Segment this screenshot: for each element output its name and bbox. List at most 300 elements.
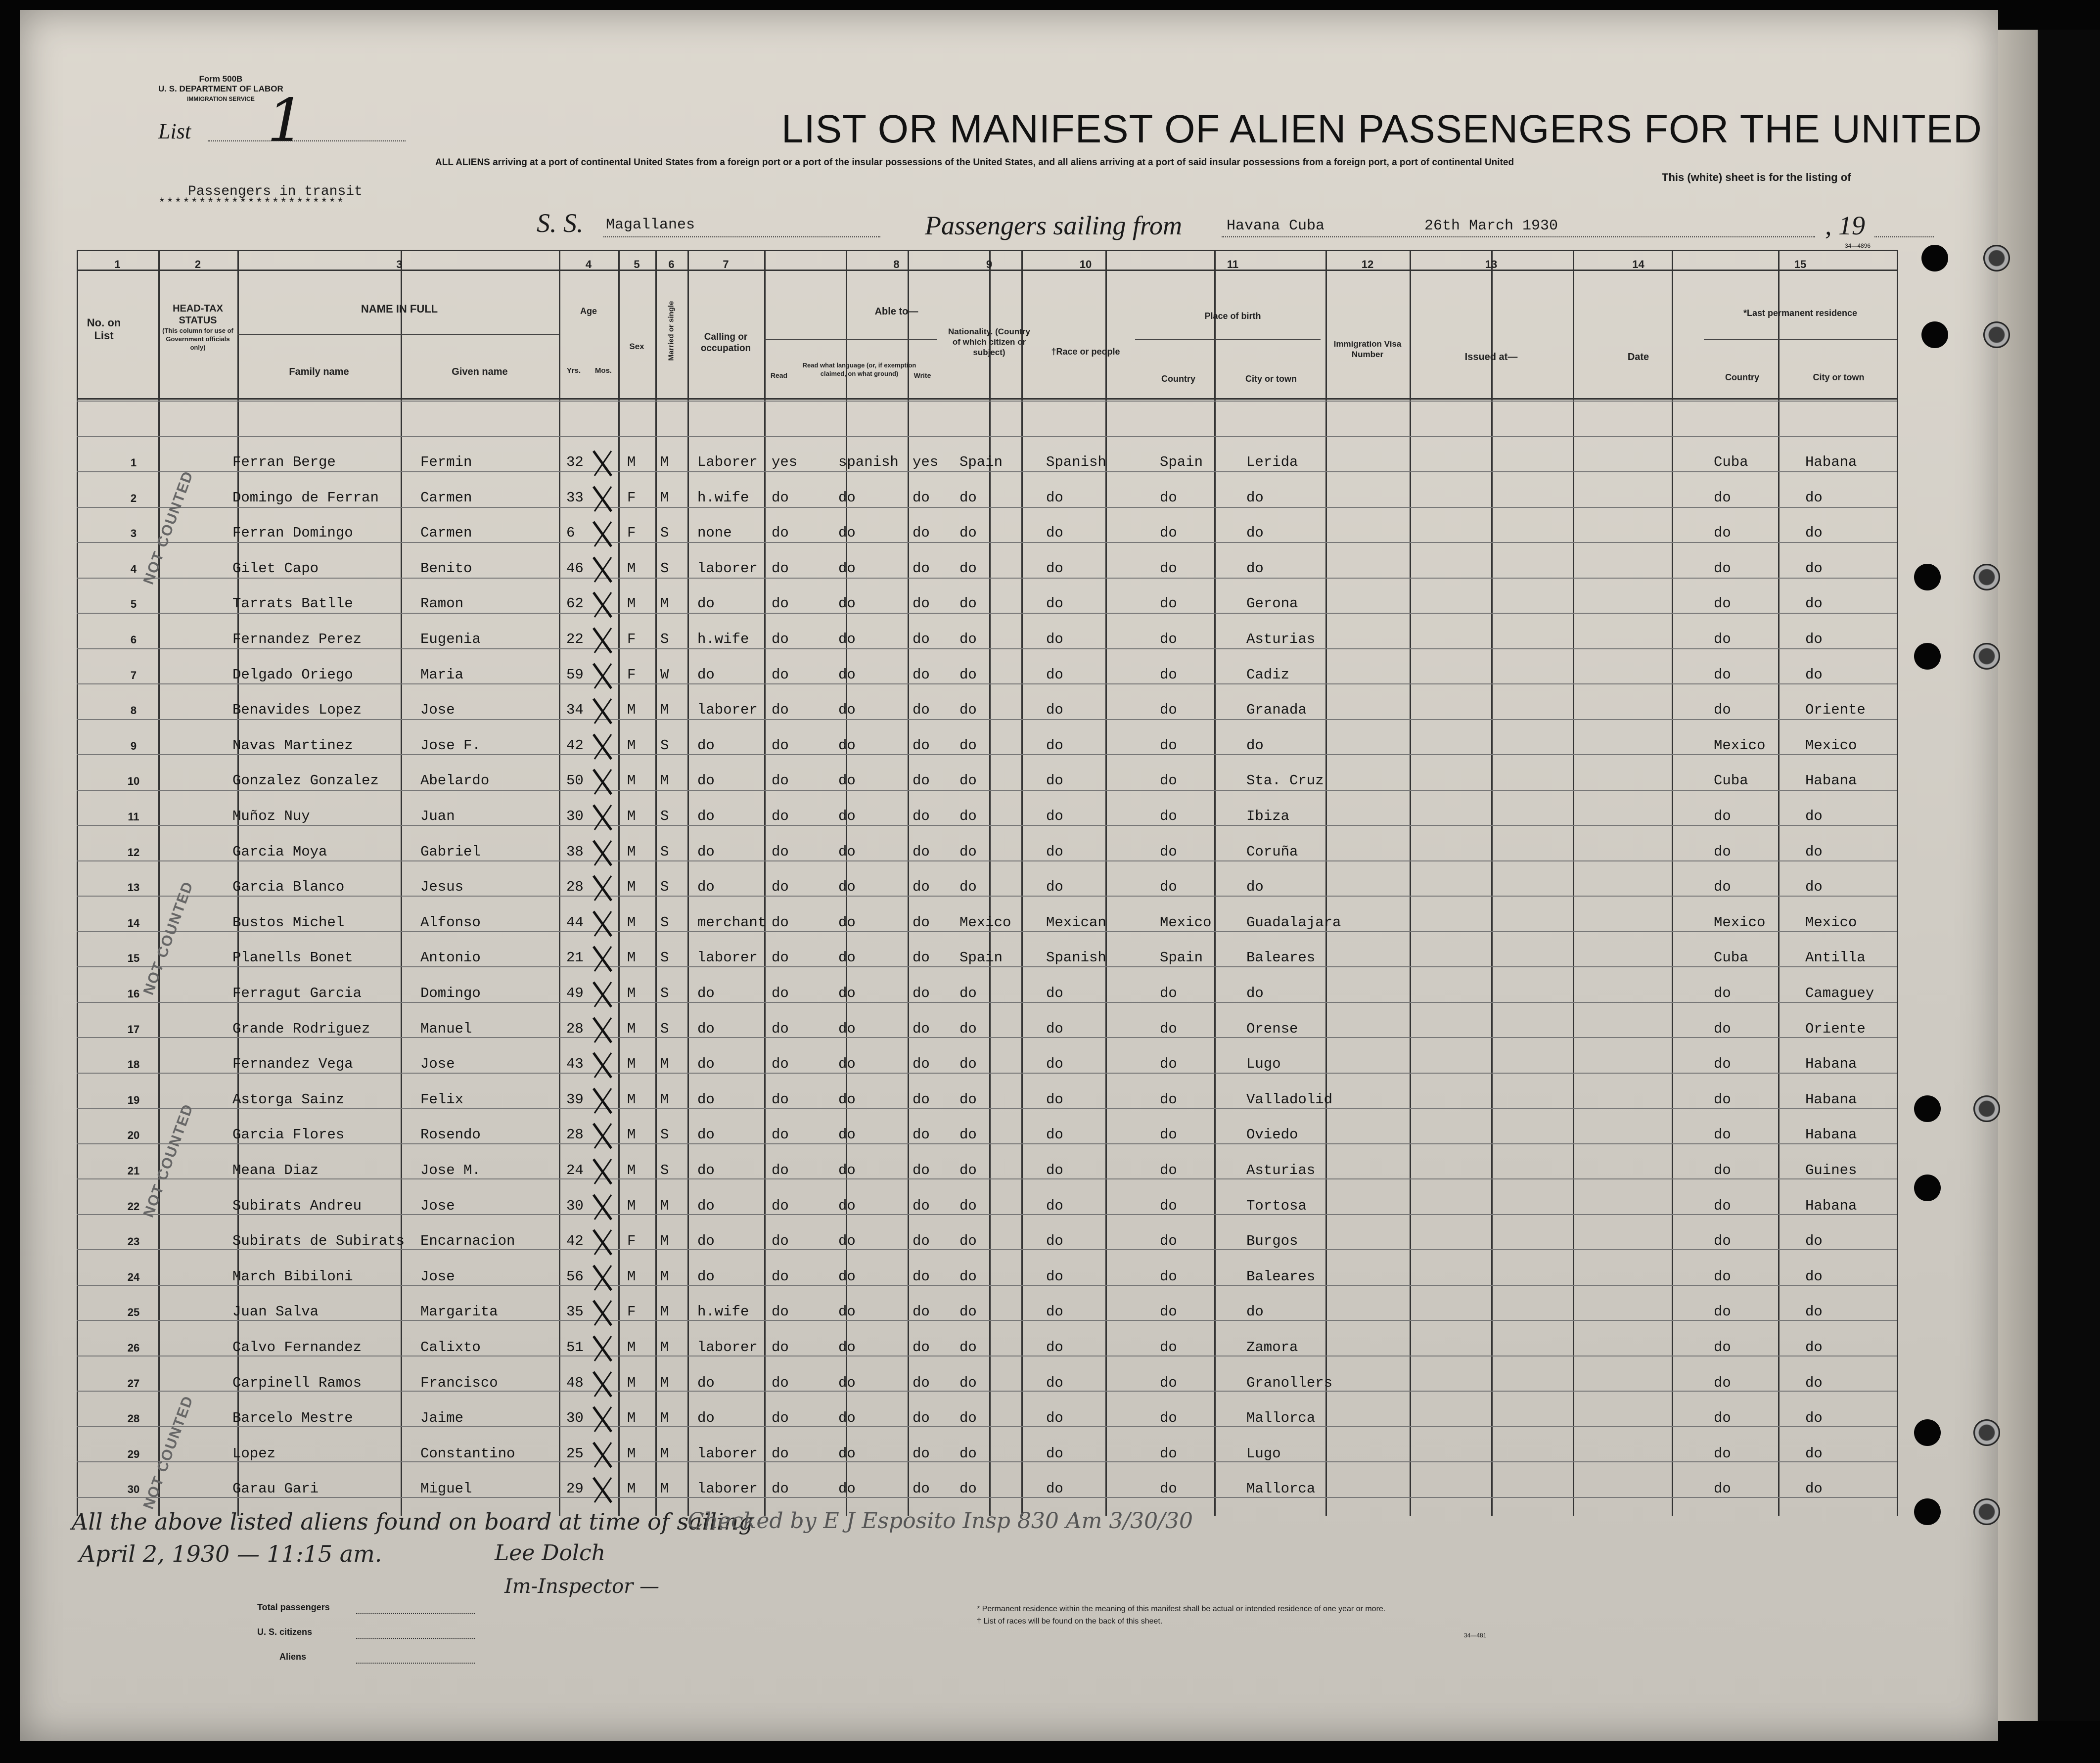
months-cross-mark [592, 1157, 613, 1186]
birth-city: Oviedo [1246, 1127, 1298, 1143]
occupation: none [697, 525, 732, 542]
language: do [838, 666, 856, 683]
language: do [838, 1056, 856, 1073]
ship-dotline [603, 236, 880, 237]
write: do [913, 595, 930, 612]
not-counted-stamp: NOT COUNTED [140, 468, 197, 587]
row-number: 16 [127, 988, 140, 1000]
months-cross-mark [592, 555, 613, 584]
row-number: 27 [127, 1377, 140, 1390]
read: do [772, 772, 789, 789]
birth-city: Coruña [1246, 843, 1298, 860]
race: do [1046, 666, 1063, 683]
given-name: Jose M. [420, 1162, 481, 1178]
read: do [772, 1162, 789, 1178]
birth-country: do [1160, 666, 1177, 683]
sex: M [627, 1056, 636, 1073]
write: do [913, 1374, 930, 1391]
not-counted-stamp: NOT COUNTED [140, 1393, 197, 1512]
residence-country: do [1714, 808, 1731, 824]
given-name: Jose F. [420, 737, 481, 754]
sex: M [627, 949, 636, 966]
department-name: U. S. DEPARTMENT OF LABOR [158, 84, 283, 93]
birth-country: do [1160, 772, 1177, 789]
birth-country: do [1160, 1233, 1177, 1250]
given-name: Jose [420, 1197, 455, 1214]
birth-country: do [1160, 1445, 1177, 1462]
row-number: 23 [127, 1235, 140, 1248]
residence-country: do [1714, 489, 1731, 506]
read: do [772, 843, 789, 860]
months-cross-mark [592, 839, 613, 867]
read: do [772, 702, 789, 719]
row-number: 8 [130, 704, 137, 717]
occupation: do [697, 1374, 715, 1391]
read: do [772, 949, 789, 966]
sex: M [627, 985, 636, 1001]
birth-country: do [1160, 631, 1177, 647]
row-number: 13 [127, 881, 140, 894]
language: do [838, 1481, 856, 1497]
read: do [772, 1410, 789, 1427]
residence-country: do [1714, 985, 1731, 1001]
residence-country: do [1714, 1445, 1731, 1462]
family-name: Carpinell Ramos [232, 1374, 362, 1391]
residence-city: Habana [1805, 772, 1857, 789]
months-cross-mark [592, 1334, 613, 1363]
given-name: Carmen [420, 525, 472, 542]
sailing-label: Passengers sailing from [925, 211, 1183, 240]
age-years: 50 [566, 772, 584, 789]
family-name: Gilet Capo [232, 560, 319, 577]
language: do [838, 1091, 856, 1108]
family-name: Muñoz Nuy [232, 808, 310, 824]
months-cross-mark [592, 803, 613, 832]
given-name: Encarnacion [420, 1233, 515, 1250]
residence-city: do [1805, 1374, 1823, 1391]
not-counted-stamp: NOT COUNTED [140, 879, 197, 997]
binder-hole [1973, 1419, 2000, 1446]
read: do [772, 1056, 789, 1073]
residence-country: do [1714, 1268, 1731, 1285]
sex: M [627, 702, 636, 719]
nationality: do [959, 1410, 977, 1427]
read: do [772, 1127, 789, 1143]
birth-city: Gerona [1246, 595, 1298, 612]
language: do [838, 772, 856, 789]
language: do [838, 702, 856, 719]
birth-city: do [1246, 560, 1264, 577]
occupation: laborer [697, 560, 758, 577]
given-name: Domingo [420, 985, 481, 1001]
months-cross-mark [592, 1086, 613, 1115]
nationality: Mexico [959, 914, 1011, 931]
read: do [772, 1091, 789, 1108]
column-number: 5 [634, 258, 640, 271]
occupation: laborer [697, 1481, 758, 1497]
family-name: Garcia Moya [232, 843, 327, 860]
write: do [913, 1268, 930, 1285]
read: do [772, 666, 789, 683]
sex: F [627, 1304, 636, 1320]
read: do [772, 1445, 789, 1462]
citizens-dotline [356, 1638, 475, 1639]
page-title: LIST OR MANIFEST OF ALIEN PASSENGERS FOR THE UNITED [781, 107, 1982, 151]
birth-city: do [1246, 489, 1264, 506]
residence-city: do [1805, 808, 1823, 824]
write: do [913, 1056, 930, 1073]
language: do [838, 1410, 856, 1427]
race: do [1046, 1233, 1063, 1250]
residence-city: Oriente [1805, 702, 1866, 719]
column-number: 6 [668, 258, 675, 271]
row-number: 25 [127, 1306, 140, 1319]
residence-country: do [1714, 631, 1731, 647]
race: do [1046, 772, 1063, 789]
residence-city: Oriente [1805, 1020, 1866, 1037]
row-number: 12 [127, 846, 140, 859]
age-years: 34 [566, 702, 584, 719]
marital-status: M [660, 454, 669, 470]
language: do [838, 879, 856, 896]
nationality: do [959, 1233, 977, 1250]
marital-status: M [660, 1056, 669, 1073]
given-name: Abelardo [420, 772, 490, 789]
given-name: Constantino [420, 1445, 515, 1462]
months-cross-mark [592, 697, 613, 725]
language: do [838, 949, 856, 966]
aliens-dotline [356, 1663, 475, 1664]
given-name: Miguel [420, 1481, 472, 1497]
marital-status: S [660, 525, 669, 542]
sex: M [627, 1162, 636, 1178]
age-years: 25 [566, 1445, 584, 1462]
column-number: 2 [194, 258, 201, 271]
occupation: do [697, 1056, 715, 1073]
family-name: Fernandez Perez [232, 631, 362, 647]
column-number: 14 [1632, 258, 1644, 271]
marital-status: S [660, 914, 669, 931]
occupation: laborer [697, 1445, 758, 1462]
language: do [838, 914, 856, 931]
read: do [772, 808, 789, 824]
binder-hole [1983, 245, 2010, 271]
given-name: Manuel [420, 1020, 472, 1037]
write: do [913, 666, 930, 683]
sex: M [627, 1374, 636, 1391]
row-number: 17 [127, 1023, 140, 1036]
birth-country: do [1160, 808, 1177, 824]
race: do [1046, 1339, 1063, 1356]
birth-city: Mallorca [1246, 1481, 1316, 1497]
birth-city: Granada [1246, 702, 1307, 719]
us-citizens-label: U. S. citizens [257, 1627, 313, 1637]
birth-country: do [1160, 843, 1177, 860]
language: do [838, 1233, 856, 1250]
months-cross-mark [592, 1476, 613, 1504]
write: do [913, 560, 930, 577]
given-name: Carmen [420, 489, 472, 506]
birth-city: do [1246, 525, 1264, 542]
given-name: Calixto [420, 1339, 481, 1356]
nationality: do [959, 1339, 977, 1356]
marital-status: M [660, 1481, 669, 1497]
months-cross-mark [592, 980, 613, 1009]
nationality: do [959, 772, 977, 789]
age-years: 38 [566, 843, 584, 860]
birth-country: do [1160, 1127, 1177, 1143]
subtitle-line1: ALL ALIENS arriving at a port of continental United States from a foreign port or a port of the insular possessions of the United States, and all aliens arriving at a port of said insular possessions from a foreign port, a port of continental United [435, 157, 1514, 168]
read: do [772, 525, 789, 542]
form-info [158, 74, 283, 104]
sex: M [627, 1091, 636, 1108]
language: do [838, 560, 856, 577]
read: do [772, 1197, 789, 1214]
months-cross-mark [592, 1299, 613, 1327]
read: do [772, 1481, 789, 1497]
race: do [1046, 525, 1063, 542]
manifest-table [77, 250, 1897, 1516]
write: do [913, 1481, 930, 1497]
marital-status: S [660, 631, 669, 647]
row-number: 22 [127, 1200, 140, 1213]
race: do [1046, 595, 1063, 612]
residence-city: do [1805, 525, 1823, 542]
list-underline [208, 140, 406, 141]
language: do [838, 1162, 856, 1178]
form-code: 34—481 [1464, 1632, 1487, 1639]
write: do [913, 1233, 930, 1250]
age-years: 62 [566, 595, 584, 612]
nationality: do [959, 1268, 977, 1285]
language: do [838, 1445, 856, 1462]
race: do [1046, 808, 1063, 824]
sex: M [627, 737, 636, 754]
marital-status: S [660, 843, 669, 860]
write: do [913, 1339, 930, 1356]
race: do [1046, 1374, 1063, 1391]
marital-status: M [660, 1339, 669, 1356]
residence-country: do [1714, 666, 1731, 683]
given-name: Jose [420, 1056, 455, 1073]
residence-city: do [1805, 1339, 1823, 1356]
write: do [913, 489, 930, 506]
column-header-head-tax-note: (This column for use of Government officials only) [162, 327, 233, 351]
row-number: 9 [130, 739, 137, 752]
race: do [1046, 560, 1063, 577]
row-number: 4 [130, 562, 137, 575]
given-name: Antonio [420, 949, 481, 966]
birth-country: do [1160, 1197, 1177, 1214]
race: do [1046, 737, 1063, 754]
occupation: do [697, 772, 715, 789]
residence-city: do [1805, 631, 1823, 647]
column-number: 15 [1794, 258, 1807, 271]
age-years: 21 [566, 949, 584, 966]
nationality: do [959, 1374, 977, 1391]
residence-city: do [1805, 489, 1823, 506]
row-number: 2 [130, 492, 137, 504]
residence-country: do [1714, 1481, 1731, 1497]
sex: M [627, 1445, 636, 1462]
residence-country: do [1714, 1127, 1731, 1143]
marital-status: S [660, 879, 669, 896]
occupation: h.wife [697, 489, 749, 506]
sex: M [627, 1197, 636, 1214]
column-header-given-name: Given name [452, 366, 508, 377]
birth-city: do [1246, 737, 1264, 754]
birth-city: Lerida [1246, 454, 1298, 470]
age-years: 42 [566, 737, 584, 754]
family-name: Delgado Oriego [232, 666, 353, 683]
family-name: Garcia Blanco [232, 879, 345, 896]
nationality: do [959, 560, 977, 577]
column-header-write: Write [913, 371, 931, 379]
column-header-race: †Race or people [1051, 347, 1120, 357]
birth-city: do [1246, 879, 1264, 896]
subtitle-line2: This (white) sheet is for the listing of [1662, 171, 1851, 183]
column-header-mos: Mos. [594, 366, 612, 375]
write: do [913, 1091, 930, 1108]
marital-status: S [660, 1162, 669, 1178]
given-name: Gabriel [420, 843, 481, 860]
birth-country: do [1160, 1339, 1177, 1356]
marital-status: S [660, 1127, 669, 1143]
write: yes [913, 454, 939, 470]
binder-hole [1983, 321, 2010, 348]
read: do [772, 1020, 789, 1037]
binder-hole [1973, 1095, 2000, 1122]
language: do [838, 595, 856, 612]
language: do [838, 489, 856, 506]
birth-city: Zamora [1246, 1339, 1298, 1356]
occupation: do [697, 985, 715, 1001]
occupation: do [697, 737, 715, 754]
residence-city: Camaguey [1805, 985, 1874, 1001]
column-number: 8 [893, 258, 900, 271]
race: do [1046, 1304, 1063, 1320]
residence-city: Mexico [1805, 914, 1857, 931]
birth-country: do [1160, 1304, 1177, 1320]
sailing-port: Havana Cuba [1227, 218, 1325, 234]
write: do [913, 879, 930, 896]
occupation: do [697, 1268, 715, 1285]
occupation: do [697, 1020, 715, 1037]
months-cross-mark [592, 626, 613, 655]
birth-country: do [1160, 1162, 1177, 1178]
birth-city: Orense [1246, 1020, 1298, 1037]
marital-status: M [660, 1410, 669, 1427]
age-years: 35 [566, 1304, 584, 1320]
row-number: 29 [127, 1447, 140, 1460]
read: do [772, 879, 789, 896]
residence-city: do [1805, 1481, 1823, 1497]
language: do [838, 631, 856, 647]
months-cross-mark [592, 520, 613, 548]
language: do [838, 985, 856, 1001]
age-years: 28 [566, 1127, 584, 1143]
residence-city: do [1805, 1304, 1823, 1320]
sex: M [627, 595, 636, 612]
language: do [838, 1304, 856, 1320]
row-number: 21 [127, 1165, 140, 1177]
marital-status: S [660, 949, 669, 966]
read: do [772, 1339, 789, 1356]
given-name: Francisco [420, 1374, 498, 1391]
handwritten-date: April 2, 1930 — 11:15 am. [79, 1540, 382, 1567]
row-number: 5 [130, 598, 137, 611]
residence-city: Guines [1805, 1162, 1857, 1178]
marital-status: M [660, 1268, 669, 1285]
column-header-age: Age [580, 306, 597, 316]
family-name: Ferragut Garcia [232, 985, 362, 1001]
column-header-city: City or town [1245, 374, 1297, 384]
transit-label: Passengers in transit [188, 184, 363, 199]
form-code-top: 34—4896 [1845, 242, 1871, 249]
not-counted-stamp: NOT COUNTED [140, 1101, 197, 1220]
birth-city: Baleares [1246, 1268, 1316, 1285]
residence-city: Mexico [1805, 737, 1857, 754]
birth-country: do [1160, 489, 1177, 506]
marital-status: M [660, 1304, 669, 1320]
given-name: Fermin [420, 454, 472, 470]
nationality: do [959, 985, 977, 1001]
row-number: 19 [127, 1093, 140, 1106]
list-number: 1 [267, 87, 305, 155]
occupation: do [697, 666, 715, 683]
row-number: 18 [127, 1058, 140, 1071]
residence-city: Habana [1805, 1127, 1857, 1143]
occupation: laborer [697, 702, 758, 719]
column-number: 9 [986, 258, 993, 271]
months-cross-mark [592, 485, 613, 513]
residence-city: do [1805, 560, 1823, 577]
age-years: 22 [566, 631, 584, 647]
age-years: 49 [566, 985, 584, 1001]
family-name: Juan Salva [232, 1304, 319, 1320]
write: do [913, 1410, 930, 1427]
nationality: do [959, 737, 977, 754]
write: do [913, 737, 930, 754]
birth-country: do [1160, 560, 1177, 577]
family-name: Tarrats Batlle [232, 595, 353, 612]
race: do [1046, 1410, 1063, 1427]
birth-city: Cadiz [1246, 666, 1290, 683]
marital-status: M [660, 702, 669, 719]
binder-hole [1914, 1498, 1941, 1525]
age-years: 24 [566, 1162, 584, 1178]
write: do [913, 702, 930, 719]
footnote-residence: * Permanent residence within the meaning of this manifest shall be actual or intended residence of one year or more. [977, 1605, 1386, 1613]
column-header-head-tax: HEAD-TAX STATUS [173, 303, 223, 326]
nationality: do [959, 1127, 977, 1143]
read: do [772, 1374, 789, 1391]
sex: M [627, 808, 636, 824]
nationality: do [959, 1020, 977, 1037]
race: do [1046, 702, 1063, 719]
residence-country: Cuba [1714, 454, 1748, 470]
nationality: Spain [959, 949, 1003, 966]
year-dotline [1874, 236, 1934, 237]
binder-hole [1921, 245, 1948, 271]
occupation: h.wife [697, 1304, 749, 1320]
checked-by-note: Checked by E J Esposito Insp 830 Am 3/30/30 [687, 1508, 1193, 1534]
occupation: do [697, 1410, 715, 1427]
months-cross-mark [592, 449, 613, 478]
write: do [913, 1127, 930, 1143]
birth-country: do [1160, 595, 1177, 612]
inspector-title: Im-Inspector — [504, 1575, 660, 1598]
